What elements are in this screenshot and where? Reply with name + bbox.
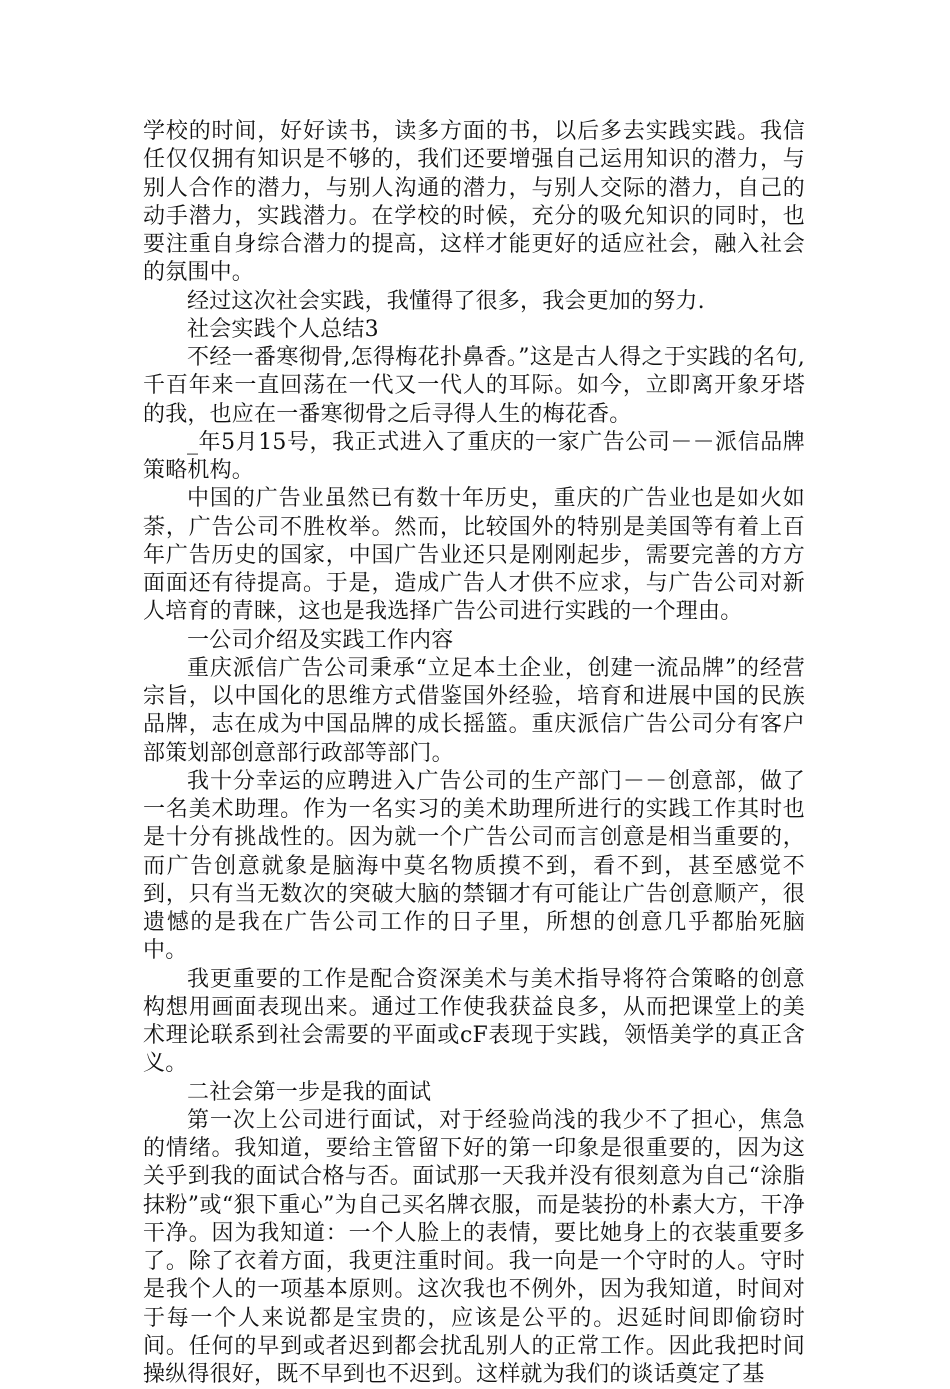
paragraph-3: 不经一番寒彻骨,怎得梅花扑鼻香。”这是古人得之于实践的名句,千百年来一直回荡在一代又一代人的耳际。如今，立即离开象牙塔的我，也应在一番寒彻骨之后寻得人生的梅花香。 xyxy=(143,345,805,427)
document-body xyxy=(143,118,805,1389)
section-heading-interview: 二社会第一步是我的面试 xyxy=(187,1079,432,1105)
paragraph-5: 中国的广告业虽然已有数十年历史，重庆的广告业也是如火如荼，广告公司不胜枚举。然而，比较国外的特别是美国等有着上百年广告历史的国家，中国广告业还只是刚刚起步，需要完善的方方面面还有待提高。于是，造成广告人才供不应求，与广告公司对新人培育的青睐，这也是我选择广告公司进行实践的一个理由。 xyxy=(143,486,805,625)
paragraph-7: 我十分幸运的应聘进入广告公司的生产部门－－创意部，做了一名美术助理。作为一名实习的美术助理所进行的实践工作其时也是十分有挑战性的。因为就一个广告公司而言创意是相当重要的，而广告创意就象是脑海中莫名物质摸不到，看不到，甚至感觉不到，只有当无数次的突破大脑的禁锢才有可能让广告创意顺产，很遗憾的是我在广告公司工作的日子里，所想的创意几乎都胎死脑中。 xyxy=(143,768,805,964)
paragraph-2: 经过这次社会实践，我懂得了很多，我会更加的努力. xyxy=(187,288,705,314)
paragraph-9: 第一次上公司进行面试，对于经验尚浅的我少不了担心，焦急的情绪。我知道，要给主管留下好的第一印象是很重要的，因为这关乎到我的面试合格与否。面试那一天我并没有很刻意为自己“涂脂抹粉”或“狠下重心”为自己买名牌衣服，而是装扮的朴素大方，干净干净。因为我知道：一个人脸上的表情，要比她身上的衣装重要多了。除了衣着方面，我更注重时间。我一向是一个守时的人。守时是我个人的一项基本原则。这次我也不例外，因为我知道，时间对于每一个人来说都是宝贵的，应该是公平的。迟延时间即偷窃时间。任何的早到或者迟到都会扰乱别人的正常工作。因此我把时间操纵得很好，既不早到也不迟到。这样就为我们的谈话奠定了基 xyxy=(143,1107,805,1387)
paragraph-6: 重庆派信广告公司秉承“立足本土企业，创建一流品牌”的经营宗旨，以中国化的思维方式借鉴国外经验，培育和进展中国的民族品牌，志在成为中国品牌的成长摇篮。重庆派信广告公司分有客户部策划部创意部行政部等部门。 xyxy=(143,655,805,766)
section-heading-summary-3: 社会实践个人总结3 xyxy=(187,316,379,342)
paragraph-1: 学校的时间，好好读书，读多方面的书，以后多去实践实践。我信任仅仅拥有知识是不够的，我们还要增强自己运用知识的潜力，与别人合作的潜力，与别人沟通的潜力，与别人交际的潜力，自己的动手潜力，实践潜力。在学校的时候，充分的吸允知识的同时，也要注重自身综合潜力的提高，这样才能更好的适应社会，融入社会的氛围中。 xyxy=(143,119,805,286)
paragraph-4: _年5月15号，我正式进入了重庆的一家广告公司－－派信品牌策略机构。 xyxy=(143,429,805,483)
paragraph-8: 我更重要的工作是配合资深美术与美术指导将符合策略的创意构想用画面表现出来。通过工作使我获益良多，从而把课堂上的美术理论联系到社会需要的平面或cF表现于实践，领悟美学的真正含义。 xyxy=(143,966,805,1077)
section-heading-company-intro: 一公司介绍及实践工作内容 xyxy=(187,627,454,653)
